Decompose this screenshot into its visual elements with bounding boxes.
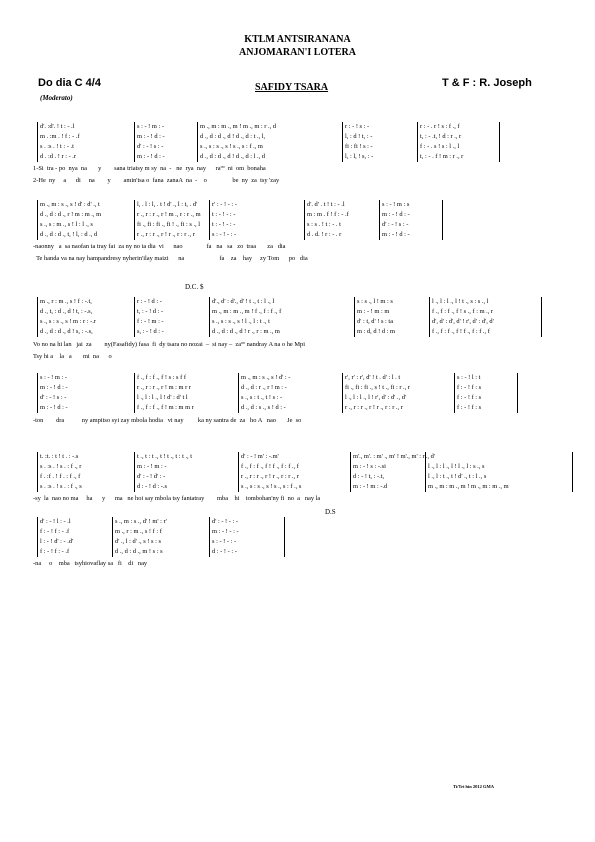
measure-cell: f : - ! m : - — [137, 318, 164, 325]
measure-cell: s ., s : s ., s ! l ., l : t ., t — [212, 318, 270, 325]
measure-cell: d ., d : r ., r ! m : - — [241, 384, 287, 391]
measure-cell: m : - ! d : - — [40, 384, 68, 391]
measure-cell: s ., m : s ., d' ! m' : r' — [115, 518, 167, 525]
bar-line — [284, 517, 285, 557]
measure-cell: d : - ! d : -.s — [137, 483, 167, 490]
measure-cell: r ., r : r ., r ! m ., r : r ., m — [137, 211, 201, 218]
voice-row — [37, 452, 572, 462]
voice-row — [37, 537, 284, 547]
measure-cell: f ., f : f ., f ! f ., f : f ., f — [432, 328, 490, 335]
measure-cell: d'. d' . t ! t : - .l — [307, 201, 345, 208]
voice-row — [37, 547, 284, 557]
measure-cell: l ., l : l ., l ! t ., s : s ., l — [432, 298, 489, 305]
measure-cell: m : - ! d : - — [137, 153, 165, 160]
measure-cell: r', r' : r', d' ! t . d' : l . t — [345, 374, 401, 381]
measure-cell: r : - . r ! s : f ., f — [420, 123, 460, 130]
measure-cell: m : m . f ! f : - .f — [307, 211, 349, 218]
voice-row — [37, 297, 541, 307]
measure-cell: s : - ! l : t — [457, 374, 481, 381]
voice-row — [37, 220, 442, 230]
measure-cell: d' : - ! s : - — [40, 394, 67, 401]
measure-cell: l : - ! d' : - .d' — [40, 538, 74, 545]
voice-row — [37, 210, 442, 220]
measure-cell: s ., s : s ., s ! s ., s : f ., m — [200, 143, 263, 150]
measure-cell: d . :d . ! r : - .r — [40, 153, 77, 160]
measure-cell: m : - ! d : - — [382, 211, 410, 218]
measure-cell: l ., l : t ., t ! d' ., t : l ., s — [428, 473, 487, 480]
lyric-line: Vo no na hi lan jai za ny(Fasafidy) fasa fi dy tsara no nozai – si nay – zaºº nandray A na o he Mpi — [33, 341, 306, 348]
lyric-line: -sy la nao no ma ha y ma ne hoi say mbola tsy fantatray mba hi tombohan'ny fi no a nay la — [33, 495, 321, 502]
measure-cell: d', d' : d', d' ! r', d' : d', d' — [432, 318, 494, 325]
measure-cell: m ., m : s ., s ! d' : - — [241, 374, 291, 381]
page-footer: Ti/Tri bin 2012 GMA — [453, 784, 494, 789]
voice-row — [37, 462, 572, 472]
voice-row — [37, 383, 517, 393]
measure-cell: fi : fi ! s : - — [345, 143, 373, 150]
measure-cell: m ., r : m ., s ! f : f — [115, 528, 162, 535]
measure-cell: t, : - ! d : - — [137, 308, 164, 315]
measure-cell: s : s . ! t : - . t — [307, 221, 341, 228]
measure-cell: s ., s : t ., t ! s : - — [241, 394, 283, 401]
measure-cell: f : - ! f : s — [457, 394, 482, 401]
author-credit: T & F : R. Joseph — [442, 77, 532, 89]
measure-cell: m ., r : m ., s ! f : -.t, — [40, 298, 92, 305]
measure-cell: fi ., fi : fi ., s ! t ., fi : r ., r — [345, 384, 410, 391]
voice-row — [37, 230, 442, 240]
lyric-line: -ton dra ny ampitso syi zay mbola hodia vi nay ka ny santra de za ho A nao Je so — [33, 417, 302, 424]
lyric-line: -na o mba tsyhiovaflay sa fi di nay — [33, 560, 148, 567]
measure-cell: d' : - ! s : - — [137, 143, 164, 150]
voice-row — [37, 517, 284, 527]
measure-cell: m : d, d ! d : m — [357, 328, 395, 335]
measure-cell: l ., l : l ., l ! l ., l : s ., s — [428, 463, 485, 470]
voice-row — [37, 403, 517, 413]
measure-cell: d' : - ! - : - — [212, 518, 238, 525]
measure-cell: s ., s : s ., s ! m : r : -.r — [40, 318, 96, 325]
measure-cell: d ., d : d ., d ! s, : -.s, — [40, 328, 93, 335]
choir-subtitle: ANJOMARAN'I LOTERA — [239, 47, 356, 58]
voice-row — [37, 327, 541, 337]
measure-cell: m : - ! d : - — [137, 133, 165, 140]
bar-line — [442, 200, 443, 240]
measure-cell: d'. :d'. ! t : - .l — [40, 123, 75, 130]
measure-cell: f ., f : f ., f ! s : s f f — [137, 374, 186, 381]
key-signature: Do dia C 4/4 — [38, 77, 101, 89]
measure-cell: f ., f : f ., f ! m : m m r — [137, 404, 194, 411]
measure-cell: m ., m : m ., m ! m ., m : r ., d — [200, 123, 276, 130]
voice-row — [37, 317, 541, 327]
measure-cell: s ., s : m ., s ! l : l ., s — [40, 221, 93, 228]
measure-cell: s, : - ! d : - — [137, 328, 164, 335]
measure-cell: f ., f : f ., f ! s ., f : m ., r — [432, 308, 494, 315]
measure-cell: r' : - ! - : - — [212, 201, 237, 208]
measure-cell: s : - ! m : - — [40, 374, 67, 381]
measure-cell: d . d. ! r : - . r — [307, 231, 342, 238]
measure-cell: m : - ! - : - — [212, 528, 239, 535]
measure-cell: s : - ! m : s — [382, 201, 410, 208]
measure-cell: d ., d : d ., t, ! l, : d ., d — [40, 231, 98, 238]
measure-cell: f : - ! f : s — [457, 404, 482, 411]
measure-cell: t. :t. : t ! t . : -.s — [40, 453, 79, 460]
ds-marker: D.S — [325, 508, 336, 516]
measure-cell: r : - ! d : - — [137, 298, 162, 305]
measure-cell: s : - ! - : - — [212, 538, 237, 545]
measure-cell: f : - . s ! s : l ., l — [420, 143, 460, 150]
measure-cell: m : - ! m : - — [137, 463, 167, 470]
measure-cell: d' : t, d' ! s : ta — [357, 318, 394, 325]
measure-cell: s . :s . ! s . : f ., r — [40, 463, 82, 470]
measure-cell: d ., t, : d ., d ! t, : -.s, — [40, 308, 93, 315]
measure-cell: s . :s . ! t : - .t — [40, 143, 74, 150]
measure-cell: m : - ! m : -.d — [353, 483, 388, 490]
bar-line — [541, 297, 542, 337]
lyric-line: -naonny a sa naofan ta tray fai za ny no ta dia vi nao fa na sa zo traa za dia — [33, 243, 286, 250]
measure-cell: s : s ., l ! m : s — [357, 298, 393, 305]
bar-line — [572, 452, 573, 492]
measure-cell: f : - ! f : - .f — [40, 528, 70, 535]
measure-cell: l ., l : l ., l ! d' : d' t l — [137, 394, 188, 401]
measure-cell: t, : - .t, ! d : r ., r — [420, 133, 462, 140]
measure-cell: m : - ! d : - — [40, 404, 68, 411]
tempo-marking: (Moderato) — [40, 94, 73, 102]
measure-cell: d ., d : d ., d ! d ., d : t ., l, — [200, 133, 266, 140]
measure-cell: m : - ! d : - — [382, 231, 410, 238]
song-title: SAFIDY TSARA — [255, 82, 329, 93]
measure-cell: f : - ! f : s — [457, 384, 482, 391]
measure-cell: d'., d' : d'., d' ! t ., t : l ., l — [212, 298, 275, 305]
voice-row — [37, 152, 499, 162]
lyric-line: Tsy hi a la a mi na o — [33, 353, 112, 360]
measure-cell: s ., s : s ., s ! s ., s : f ., s — [241, 483, 302, 490]
measure-cell: d ., d : d ., m ! s : s — [115, 548, 163, 555]
measure-cell: s : - ! - : - — [212, 231, 237, 238]
lyric-line: 2-He ny a di na y amin'tsa o fana zanaA na - o be ny za tsy 'zay — [33, 177, 280, 184]
choir-name: KTLM ANTSIRANANA — [244, 34, 351, 45]
measure-cell: t, : - . f ! m : r ., r — [420, 153, 464, 160]
measure-cell: l, : d ! t, : - — [345, 133, 373, 140]
measure-cell: m ., m : s ., s ! d' : d' ., t — [40, 201, 100, 208]
measure-cell: m ., m : m ., m ! f ., f : f ., f — [212, 308, 282, 315]
measure-cell: m : - ! s : -.si — [353, 463, 386, 470]
measure-cell: r ., r : r ., r ! m : m r r — [137, 384, 191, 391]
measure-cell: l, . l : l, . t ! d' ., l : t, . d' — [137, 201, 198, 208]
measure-cell: l ., l : l ., l ! r', d' : d' ., d' — [345, 394, 407, 401]
voice-row — [37, 142, 499, 152]
measure-cell: m : - ! m : m — [357, 308, 390, 315]
voice-row — [37, 527, 284, 537]
voice-row — [37, 482, 572, 492]
voice-row — [37, 122, 499, 132]
measure-cell: f ., f : f ., f ! f ., f : f ., f — [241, 463, 299, 470]
voice-row — [37, 307, 541, 317]
measure-cell: fi ., fi : fi ., fi ! ., fi : s ., l — [137, 221, 201, 228]
measure-cell: r ., r : r ., r ! r ., r : r ., r — [137, 231, 195, 238]
measure-cell: d : - ! t, : -.t, — [353, 473, 385, 480]
measure-cell: d' : - ! s : - — [382, 221, 409, 228]
measure-cell: d' : - ! l : - .l — [40, 518, 71, 525]
measure-cell: m'., m'. : m' ., m' ! m'., m' : r'., d' — [353, 453, 435, 460]
voice-row — [37, 200, 442, 210]
measure-cell: t : - ! - : - — [212, 211, 236, 218]
measure-cell: d ., d : d ., d ! d ., d : l ., d — [200, 153, 265, 160]
measure-cell: d' : - ! d' : - — [137, 473, 166, 480]
measure-cell: d ., d : s ., s ! d : - — [241, 404, 286, 411]
measure-cell: f : - ! f : - .f — [40, 548, 70, 555]
voice-row — [37, 472, 572, 482]
measure-cell: s : - ! m : - — [137, 123, 164, 130]
lyric-line: Te handa va na nay hampandresy nyherin'ilay maizi na fa za hay zy Tom po dia — [33, 255, 308, 262]
voice-row — [37, 393, 517, 403]
measure-cell: r ., r : r ., r ! r ., r : r ., r — [241, 473, 299, 480]
dc-marker: D.C. $ — [185, 283, 204, 291]
measure-cell: f . :f . ! f . : f ., f — [40, 473, 81, 480]
measure-cell: d : - ! - : - — [212, 548, 237, 555]
bar-line — [517, 373, 518, 413]
measure-cell: r : - ! s : - — [345, 123, 370, 130]
measure-cell: d ., d : d ., d ! r ., r : m ., m — [212, 328, 280, 335]
measure-cell: r ., r : r ., r ! r ., r : r ., r — [345, 404, 403, 411]
measure-cell: m ., m : m ., m ! m ., m : m ., m — [428, 483, 509, 490]
measure-cell: s . :s . ! s . : f ., s — [40, 483, 82, 490]
measure-cell: d ., d : d ., r ! m : m ., m — [40, 211, 102, 218]
voice-row — [37, 132, 499, 142]
measure-cell: t : - ! - : - — [212, 221, 236, 228]
lyric-line: 1-Si tra - po nya na y sana triatsy m sy na - ne rya nay raºº ni om bonaha — [33, 165, 266, 172]
measure-cell: t ., t : t ., t ! t ., t : t ., t — [137, 453, 193, 460]
voice-row — [37, 373, 517, 383]
measure-cell: d' ., l : d' ., s ! s : s — [115, 538, 161, 545]
bar-line — [499, 122, 500, 162]
measure-cell: l, : l, ! s, : - — [345, 153, 374, 160]
measure-cell: d' : - ! m' : -.m' — [241, 453, 279, 460]
measure-cell: m . :m . ! f : - .f — [40, 133, 80, 140]
